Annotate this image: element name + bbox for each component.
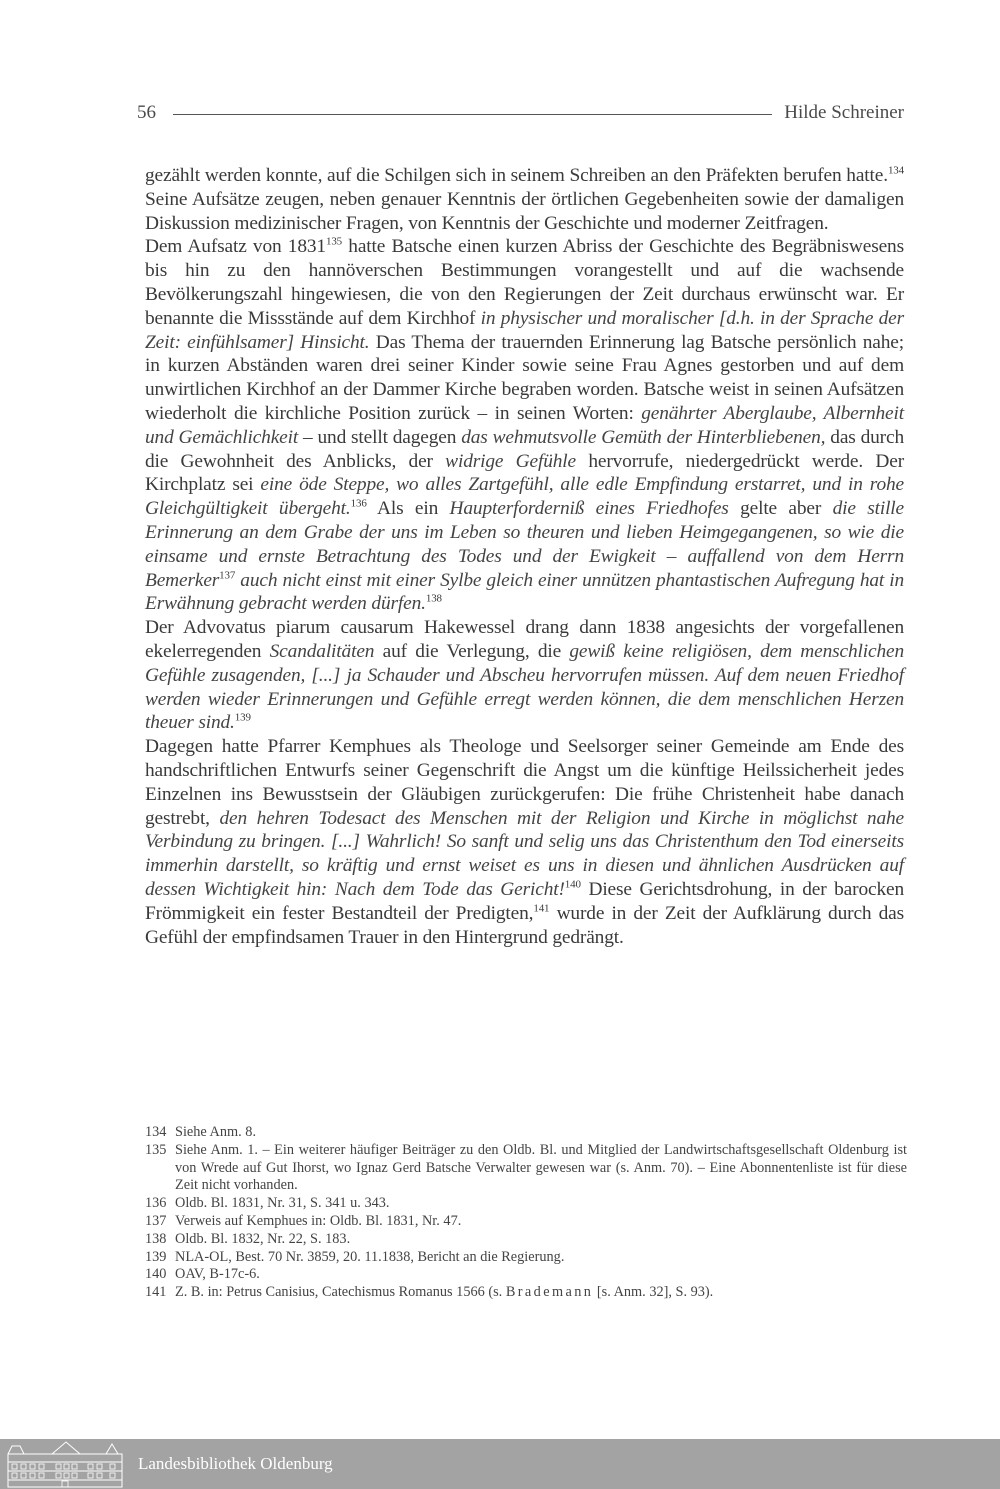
quotation: Scandalitäten xyxy=(269,640,375,662)
text-run: wurde in der Zeit der Aufklärung durch das Gefühl der empfindsamen Trauer in den Hintergrund gedrängt. xyxy=(145,902,905,948)
footnote xyxy=(145,1195,907,1213)
footnote-text: Verweis auf Kemphues in: Oldb. Bl. 1831, Nr. 47. xyxy=(175,1212,462,1229)
library-footer-bar xyxy=(0,1439,1000,1489)
footnotes xyxy=(145,1124,907,1302)
footnote-number: 141 xyxy=(145,1284,167,1301)
footnote-text: Siehe Anm. 8. xyxy=(175,1124,257,1140)
footnote-ref: 140 xyxy=(564,878,581,891)
footnote-number: 135 xyxy=(145,1141,167,1158)
footnote xyxy=(145,1213,907,1231)
footnote-number: 140 xyxy=(145,1266,167,1283)
running-header xyxy=(137,100,904,126)
running-header-author: Hilde Schreiner xyxy=(784,102,904,123)
footnote-text-before: Z. B. in: Petrus Canisius, Catechismus Romanus 1566 (s. xyxy=(175,1284,506,1301)
footnote-text-after: [s. Anm. 32], S. 93). xyxy=(593,1284,714,1301)
quotation: die stille Erinnerung an dem Grabe der uns im Leben so theuren und lieben Heimgegangenen, so wie die einsame und ernste Betrachtung des Todes und der Ewigkeit – auffallend von dem Herrn Bemerker xyxy=(145,498,904,591)
footnote-number: 139 xyxy=(145,1248,167,1265)
text-run: Seine Aufsätze zeugen, neben genauer Kenntnis der örtlichen Gegebenheiten sowie der damaligen Diskussion medizinischer Fragen, von Kenntnis der Geschichte und moderner Zeitfragen. xyxy=(145,188,904,234)
quotation: genährter Aberglaube, Albernheit und Gemächlichkeit xyxy=(145,402,904,448)
text-run: Der Advovatus piarum causarum Hakewessel drang dann 1838 angesichts der vorgefallenen ekelerregenden xyxy=(145,617,904,662)
author-name-spaced: Brademann xyxy=(505,1284,594,1301)
footnote-number: 136 xyxy=(145,1195,167,1212)
text-run: Das Thema der trauernden Erinnerung lag Batsche persönlich nahe; in kurzen Abständen waren drei seiner Kinder sowie seine Frau Agnes gestorben und auf dem unwirtlichen Kirchhof an der Dammer Kirche begraben worden. Batsche weist in seinen Aufsätzen wiederholt die kirchliche Position zurück – in seinen Worten: xyxy=(145,331,904,424)
quotation: widrige Gefühle xyxy=(445,450,577,472)
text-run: auf die Verlegung, die xyxy=(374,640,570,662)
footnote-text: NLA-OL, Best. 70 Nr. 3859, 20. 11.1838, Bericht an die Regierung. xyxy=(175,1248,565,1265)
library-name: Landesbibliothek Oldenburg xyxy=(138,1454,333,1473)
quotation: den hehren Todesact des Menschen mit der Religion und Kirche in möglichst nahe Verbindung zu bringen. [...] Wahrlich! So sanft und selig uns das Christenthum den Tod einerseits immerhin darstellt, so kräftig und ernst weiset es uns in diesen und ähnlichen Ausdrücken auf dessen Wichtigkeit hin: Nach dem Tode das Gericht! xyxy=(145,807,904,900)
text-run: Diese Gerichtsdrohung, in der barocken Frömmigkeit ein fester Bestandteil der Predigten, xyxy=(145,878,904,924)
text-run: hatte Batsche einen kurzen Abriss der Geschichte des Begräbniswesens bis hin zu den hannöverschen Bestimmungen vorangestellt und auf die wachsende Bevölkerungszahl hingewiesen, die von den Regierungen der Zeit durchaus erwünscht war. Er benannte die Missstände auf dem Kirchhof xyxy=(145,236,904,329)
footnote-number: 138 xyxy=(145,1230,167,1247)
footnote xyxy=(145,1249,907,1267)
footnote-ref: 141 xyxy=(533,902,550,915)
paragraph xyxy=(145,164,904,235)
footnote-text xyxy=(175,1284,907,1302)
text-run: Als ein xyxy=(366,498,450,520)
footnote xyxy=(145,1231,907,1249)
footnote-ref: 136 xyxy=(350,497,367,510)
footnote-ref: 139 xyxy=(234,711,251,724)
footnote-ref: 137 xyxy=(219,569,236,582)
main-text xyxy=(145,164,904,949)
footnote xyxy=(145,1124,907,1142)
quotation: gewiß keine religiösen, dem menschlichen Gefühle zusagenden, [...] ja Schauder und Abscheu hervorrufen müssen. Auf dem neuen Friedhof werden wieder Erinnerungen und Gefühle erregt werden können, die dem menschlichen Herzen theuer sind. xyxy=(145,640,904,734)
header-rule xyxy=(173,114,772,115)
text-run: gezählt werden konnte, auf die Schilgen sich in seinem Schreiben an den Präfekten berufen hatte. xyxy=(145,165,888,186)
footnote xyxy=(145,1142,907,1195)
footnote-text: Siehe Anm. 1. – Ein weiterer häufiger Beiträger zu den Oldb. Bl. und Mitglied der Landwirtschaftsgesellschaft Oldenburg ist von Wrede auf Gut Ihorst, wo Ignaz Gerd Batsche Verwalter gewesen war (s. Anm. 70). – Eine Abonnentenliste ist für diese Zeit nicht vorhanden. xyxy=(175,1141,907,1194)
paragraph xyxy=(145,735,904,949)
text-run: das durch die Gewohnheit des Anblicks, der xyxy=(145,426,904,472)
footnote-number: 134 xyxy=(145,1124,167,1140)
footnote-ref: 138 xyxy=(425,592,442,605)
footnote xyxy=(145,1284,907,1302)
footnote-text: Oldb. Bl. 1831, Nr. 31, S. 341 u. 343. xyxy=(175,1195,390,1212)
text-run: Dem Aufsatz von 1831 xyxy=(145,236,326,258)
quotation: in physischer und moralischer [d.h. in der Sprache der Zeit: einfühlsamer] Hinsicht. xyxy=(145,307,904,353)
text-run: hervorrufe, niedergedrückt werde. Der Kirchplatz sei xyxy=(145,450,905,496)
text-run: Dagegen hatte Pfarrer Kemphues als Theologe und Seelsorger seiner Gemeinde am Ende des handschriftlichen Entwurfs seiner Gegenschrift die Angst um die künftige Heilssicherheit jedes Einzelnen ins Bewusstsein der Gläubigen zurückgerufen: Die frühe Christenheit habe danach gestrebt, xyxy=(145,736,904,829)
text-run: – und stellt dagegen xyxy=(298,426,462,448)
paragraph xyxy=(145,235,904,616)
paragraph xyxy=(145,616,904,735)
quotation: eine öde Steppe, wo alles Zartgefühl, alle edle Empfindung erstarret, und in rohe Gleichgültigkeit übergeht. xyxy=(145,474,904,520)
footnote-number: 137 xyxy=(145,1212,167,1229)
page-number: 56 xyxy=(137,102,156,123)
footnote xyxy=(145,1266,907,1284)
quotation: Haupterforderniß eines Friedhofes xyxy=(449,498,729,520)
text-run: gelte aber xyxy=(728,498,833,520)
footnote-text: Oldb. Bl. 1832, Nr. 22, S. 183. xyxy=(175,1230,351,1247)
quotation: das wehmutsvolle Gemüth der Hinterbliebenen, xyxy=(461,426,826,448)
quotation: auch nicht einst mit einer Sylbe gleich einer unnützen phantastischen Aufregung hat in Erwähnung gebracht werden dürfen. xyxy=(145,569,904,615)
footnote-text: OAV, B-17c-6. xyxy=(175,1266,260,1283)
library-building-icon xyxy=(6,1440,124,1488)
footnote-ref: 135 xyxy=(325,235,343,248)
footnote-ref: 134 xyxy=(887,164,904,177)
